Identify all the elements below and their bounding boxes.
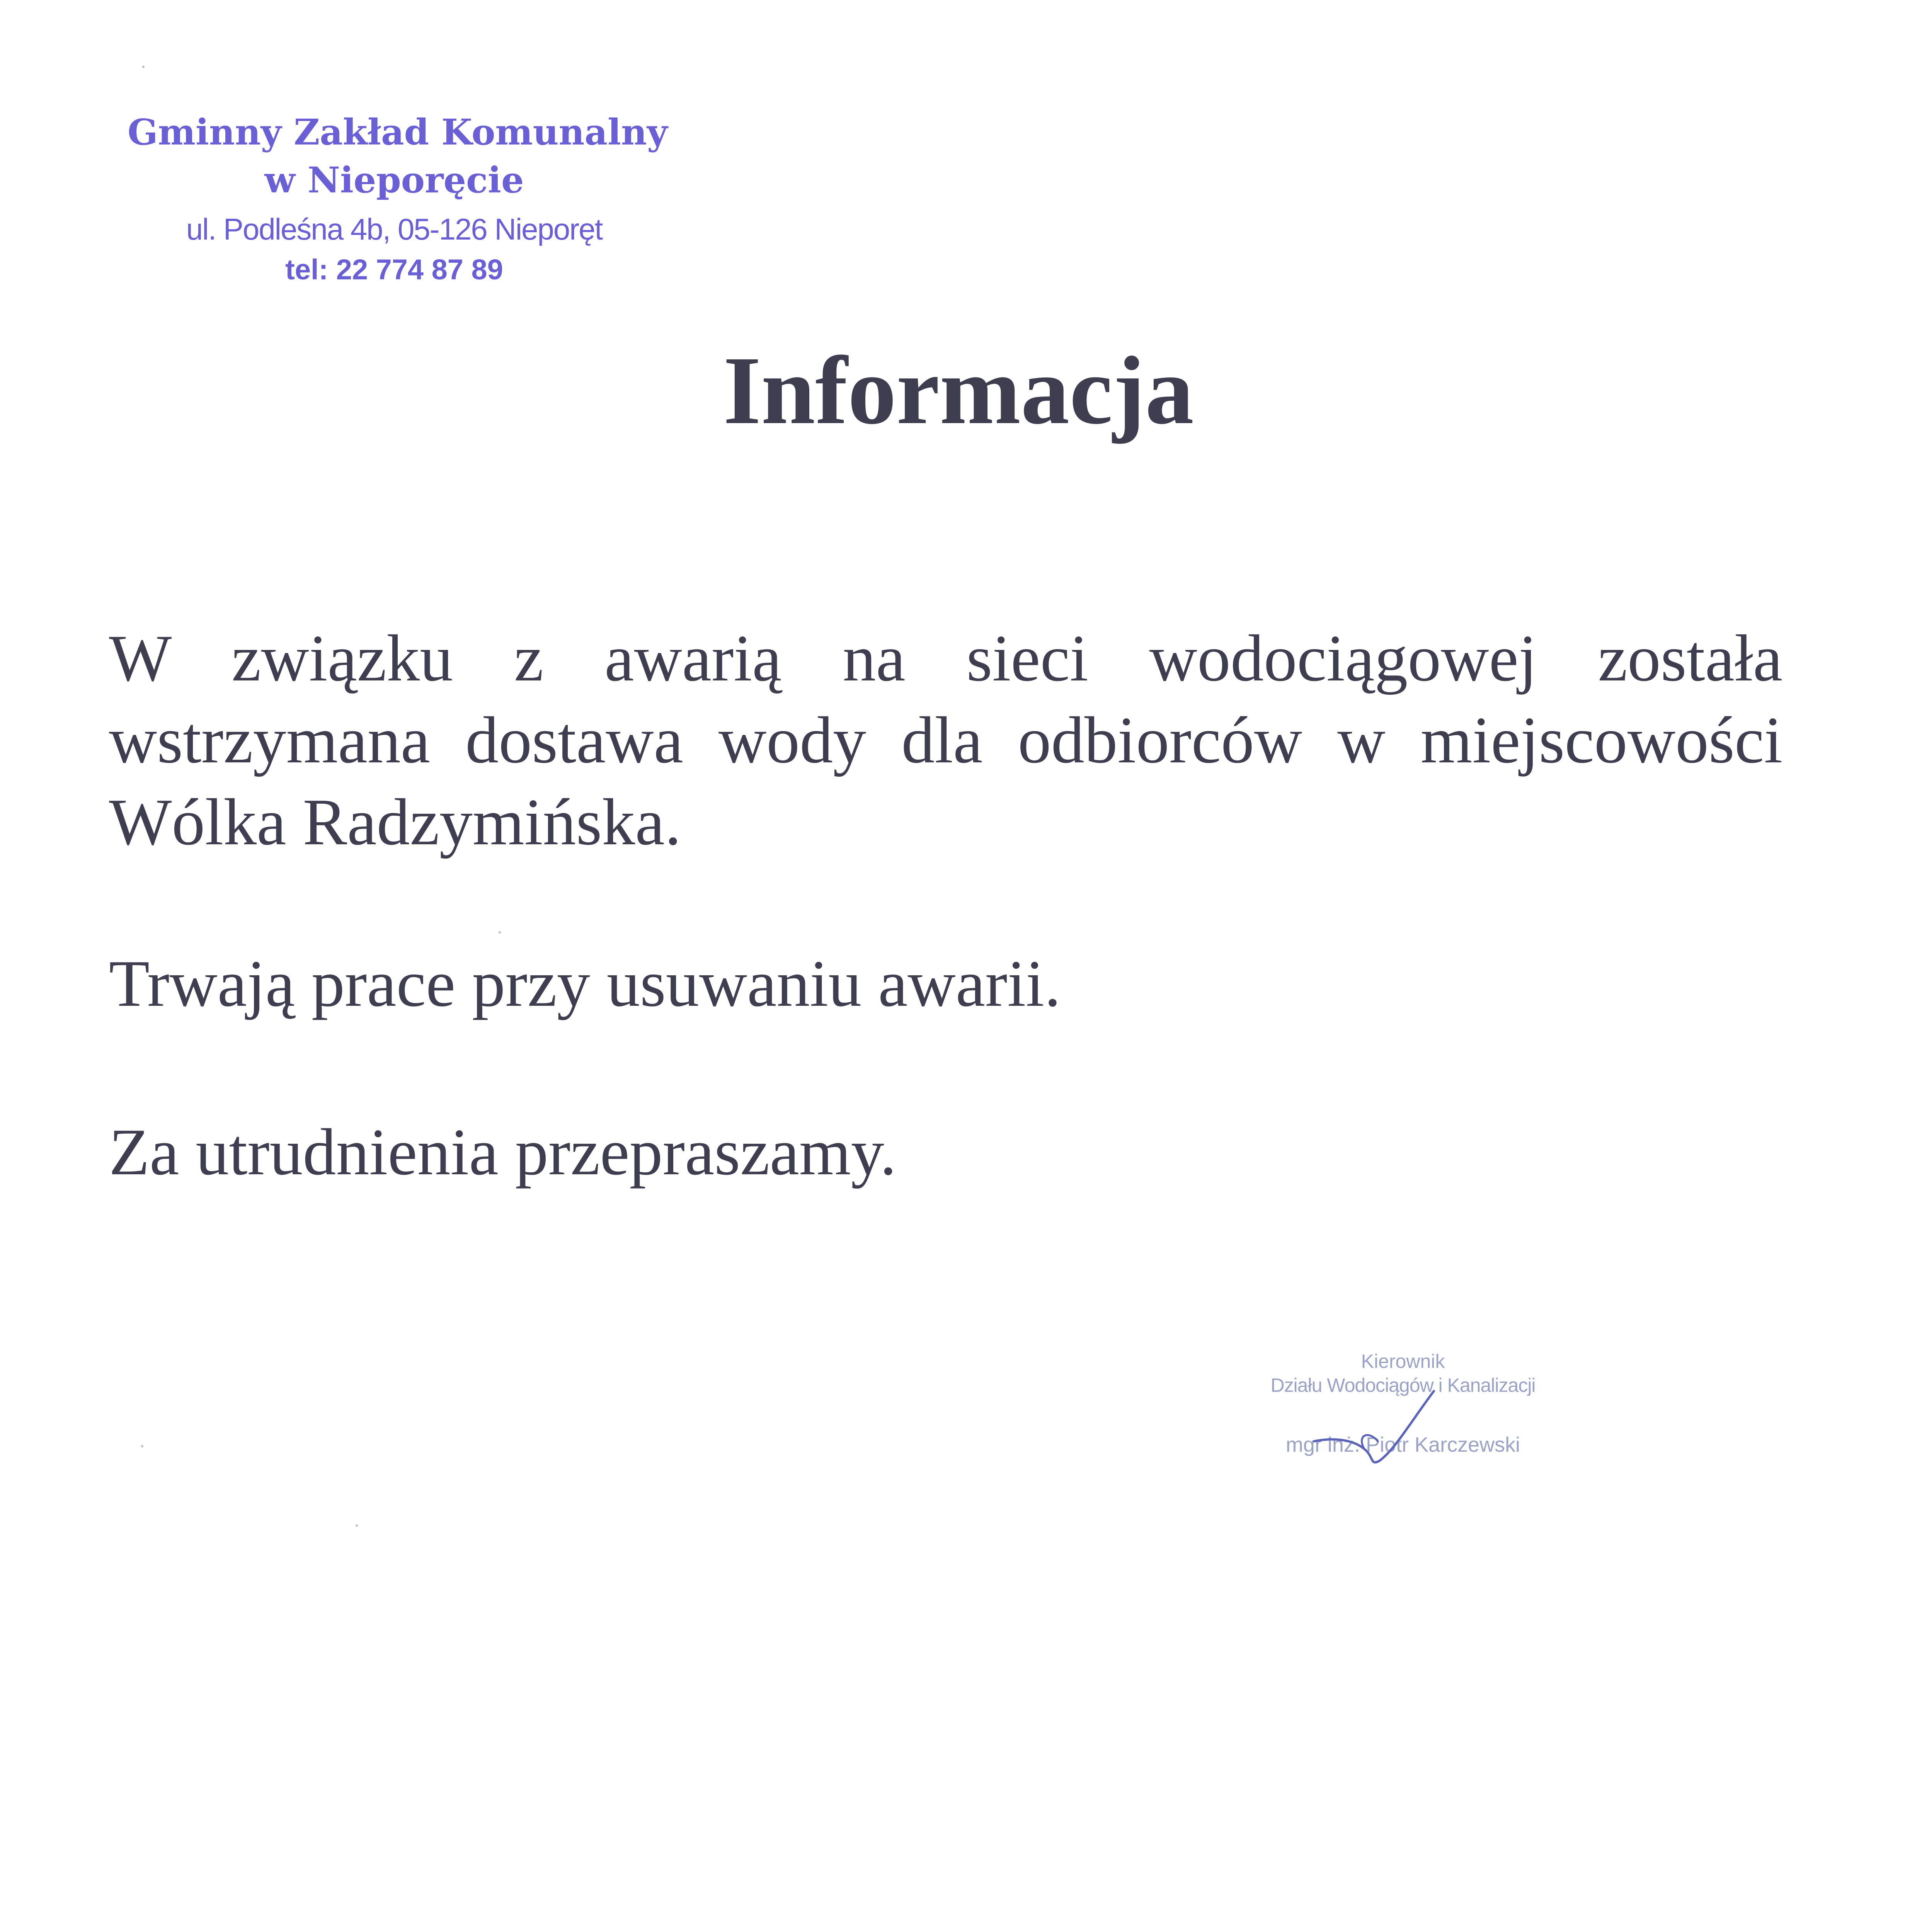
stamp-organization-name: Gminny Zakład Komunalny: [128, 111, 668, 153]
scan-speck: [142, 66, 145, 68]
paragraph-outage-notice: W związku z awarią na sieci wodociągowej została wstrzymana dostawa wody dla odbiorców w miejscowości Wólka Radzymińska.: [109, 622, 1783, 859]
scan-speck: [141, 1445, 143, 1447]
scan-speck: [499, 931, 501, 934]
stamp-address: ul. Podleśna 4b, 05-126 Nieporęt: [186, 212, 603, 246]
stamp-organization-location: w Nieporęcie: [264, 159, 524, 201]
signature-name: mgr inż. Piotr Karczewski: [1285, 1433, 1520, 1456]
signature-department: Działu Wodociągów i Kanalizacji: [1270, 1374, 1536, 1396]
organization-stamp: [128, 108, 668, 289]
signature-title: Kierownik: [1361, 1350, 1445, 1372]
handwritten-signature-icon: [1306, 1383, 1445, 1472]
stamp-phone: tel: 22 774 87 89: [285, 253, 503, 286]
paragraph-apology: Za utrudnienia przepraszamy.: [109, 1116, 897, 1189]
paragraph-repair-status: Trwają prace przy usuwaniu awarii.: [109, 947, 1061, 1020]
scan-speck: [356, 1524, 358, 1527]
document-title: Informacja: [723, 336, 1194, 444]
